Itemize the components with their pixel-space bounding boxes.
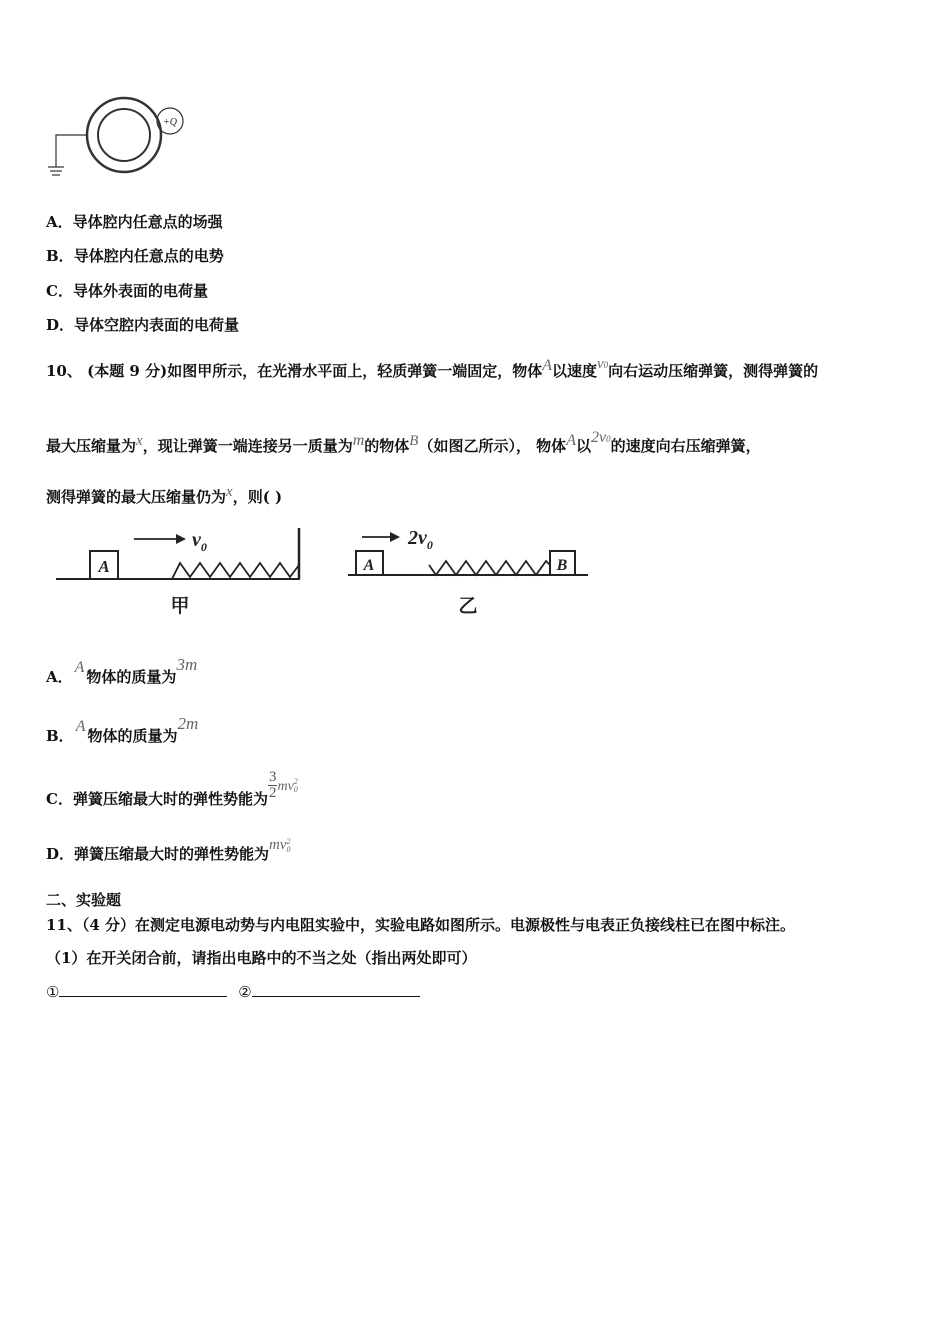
q10-line1: 10、 (本题 9 分)如图甲所示，在光滑水平面上，轻质弹簧一端固定，物体A以速度v0向右运动压缩弹簧，测得弹簧的 [46,356,819,380]
svg-text:B: B [556,557,568,574]
q10-line2: 最大压缩量为x，现让弹簧一端连接另一质量为m的物体B（如图乙所示）， 物体A以2v0的速度向右压缩弹簧， [46,429,761,455]
answer-blank-2[interactable] [252,982,420,997]
svg-text:A: A [363,557,375,574]
q9-option-c: C．导体外表面的电荷量 [46,282,208,300]
answer-blank-1[interactable] [59,982,227,997]
q9-option-a: A．导体腔内任意点的场强 [46,213,223,231]
q11-line1: 11、（4 分）在测定电源电动势与内电阻实验中，实验电路如图所示。电源极性与电表正负接线柱已在图中标注。 [46,916,796,934]
left-caption: 甲 [170,596,190,617]
section-title: 二、实验题 [46,891,122,909]
svg-text:2v0: $2v_0$ [408,527,433,552]
q10-option-d: D．弹簧压缩最大时的弹性势能为mv 2 0 [46,836,291,863]
q10-option-b: B．A物体的质量为2m [46,714,199,745]
spring-figure [50,520,595,620]
q9-option-b: B．导体腔内任意点的电势 [46,247,224,265]
q10-line3: 测得弹簧的最大压缩量仍为x，则( ) [46,484,283,506]
conductor-sphere-figure [40,95,200,185]
right-spring [429,561,550,575]
ground-wire [56,135,87,167]
q10-option-c: C．弹簧压缩最大时的弹性势能为 $\frac{3}{2}$ mv 2 0 [46,769,298,808]
q10-option-a: A．A物体的质量为3m [46,655,198,686]
svg-text:v0: $v_0$ [192,529,207,554]
q9-option-d: D．导体空腔内表面的电荷量 [46,316,240,334]
q11-answer-blanks: ① ② [46,982,420,1001]
left-spring [172,563,299,579]
right-caption: 乙 [458,596,478,617]
fraction-3-2: $\frac{3}{2}$ [268,769,277,801]
charge-label: +Q [163,117,177,128]
svg-text:A: A [98,557,110,576]
q11-line2: （1）在开关闭合前，请指出电路中的不当之处（指出两处即可） [46,949,477,967]
inner-cavity [98,109,150,161]
